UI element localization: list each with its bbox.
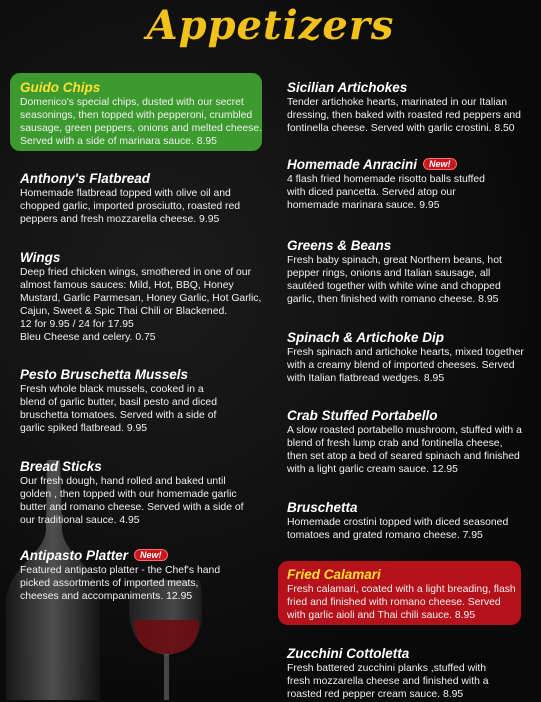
item-name: Crab Stuffed Portabello	[287, 408, 438, 423]
item-name: Zucchini Cottoletta	[287, 646, 410, 661]
menu-item-anthonys-flatbread	[20, 171, 260, 227]
item-description: Fresh battered zucchini planks ,stuffed with fresh mozzarella cheese and finished with a roasted red pepper cream sauce. 8.95	[287, 663, 489, 700]
menu-item-bruschetta	[287, 500, 522, 543]
item-description: Fresh baby spinach, great Northern beans, hot pepper rings, onions and Italian sausage, all sautéed together with white wine and chopped garlic, then finished with romano cheese. 8.95	[287, 255, 502, 305]
menu-item-crab-stuffed-portabello	[287, 408, 522, 477]
menu-item-antipasto-platter	[20, 548, 232, 604]
new-badge: New!	[423, 158, 457, 170]
item-description: Fresh spinach and artichoke hearts, mixed together with a creamy blend of imported cheeses. Served with Italian flatbread wedges. 8.95	[287, 347, 524, 384]
new-badge: New!	[134, 549, 168, 561]
menu-item-homemade-anracini	[287, 157, 487, 213]
item-name	[287, 157, 487, 172]
menu-item-guido-chips	[20, 80, 265, 149]
item-name: Guido Chips	[20, 80, 101, 95]
item-description: 4 flash fried homemade risotto balls stuffed with diced pancetta. Served atop our homemade marinara sauce. 9.95	[287, 174, 485, 211]
menu-item-fried-calamari	[287, 567, 517, 623]
item-name: Wings	[20, 250, 61, 265]
item-description: A slow roasted portabello mushroom, stuffed with a blend of fresh lump crab and fontinella cheese, then set atop a bed of seared spinach and finished with a light garlic cream sauce. 12.95	[287, 425, 522, 475]
item-name-text: Homemade Anracini	[287, 157, 418, 172]
item-description: Fresh calamari, coated with a light breading, flash fried and finished with romano cheese. Served with garlic aioli and Thai chili sauce. 8.95	[287, 584, 516, 621]
item-name: Anthony's Flatbread	[20, 171, 150, 186]
item-name: Sicilian Artichokes	[287, 80, 408, 95]
item-description: Deep fried chicken wings, smothered in one of our almost famous sauces: Mild, Hot, BBQ, Honey Mustard, Garlic Parmesan, Honey Garlic, Hot Garlic, Cajun, Sweet & Spic Thai Chili or Blackened.	[20, 267, 262, 317]
page-title: Appetizers	[146, 2, 395, 49]
item-extra: Bleu Cheese and celery. 0.75	[20, 331, 156, 343]
item-name: Greens & Beans	[287, 238, 392, 253]
menu-item-greens-beans	[287, 238, 527, 307]
item-description: Featured antipasto platter - the Chef's hand picked assortments of imported meats, cheeses and accompaniments. 12.95	[20, 565, 221, 602]
item-description: Fresh whole black mussels, cooked in a blend of garlic butter, basil pesto and diced bruschetta tomatoes. Served with a side of garlic spiked flatbread. 9.95	[20, 384, 217, 434]
item-name: Pesto Bruschetta Mussels	[20, 367, 189, 382]
item-name-text: Antipasto Platter	[20, 548, 129, 563]
item-description: Our fresh dough, hand rolled and baked until golden , then topped with our homemade garlic butter and romano cheese. Served with a side of our traditional sauce. 4.95	[20, 476, 244, 526]
menu-item-spinach-artichoke-dip	[287, 330, 527, 386]
item-name: Spinach & Artichoke Dip	[287, 330, 445, 345]
item-name: Bread Sticks	[20, 459, 102, 474]
item-description: Tender artichoke hearts, marinated in our Italian dressing, then baked with roasted red peppers and fontinella cheese. Served with garlic crostini. 8.50	[287, 97, 521, 134]
item-description: Homemade crostini topped with diced seasoned tomatoes and grated romano cheese. 7.95	[287, 517, 509, 541]
item-description: Homemade flatbread topped with olive oil and chopped garlic, imported prosciutto, roasted red peppers and fresh mozzarella cheese. 9.95	[20, 188, 241, 225]
item-name: Fried Calamari	[287, 567, 381, 582]
item-name	[20, 548, 232, 563]
menu-item-zucchini-cottoletta	[287, 646, 512, 702]
item-prices: 12 for 9.95 / 24 for 17.95	[20, 318, 134, 330]
menu-item-wings	[20, 250, 265, 344]
item-name: Bruschetta	[287, 500, 358, 515]
menu-item-sicilian-artichokes	[287, 80, 527, 136]
menu-item-bread-sticks	[20, 459, 248, 528]
menu-item-pesto-bruschetta-mussels	[20, 367, 220, 436]
item-description: Domenico's special chips, dusted with our secret seasonings, then topped with pepperoni, crumbled sausage, green peppers, onions and melted cheese. Served with a side of marinara sauce. 8.95	[20, 97, 263, 147]
